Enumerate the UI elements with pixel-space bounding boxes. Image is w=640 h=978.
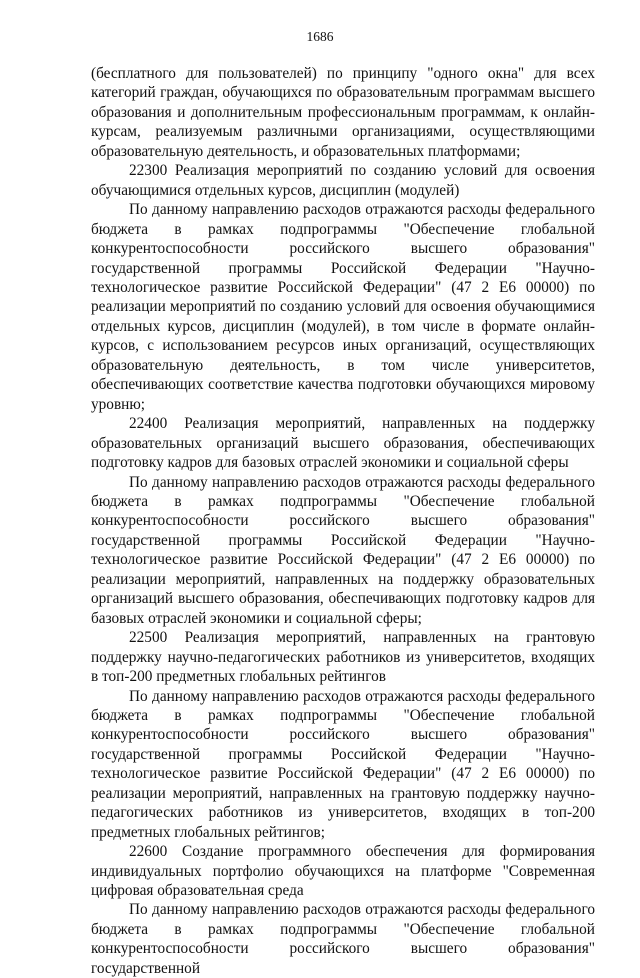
paragraph-heading-22400: 22400 Реализация мероприятий, направленных на поддержку образовательных организаций высшего образования, обеспечивающих подготовку кадров для базовых отраслей экономики и социальной сферы <box>91 415 595 472</box>
paragraph-continuation: (бесплатного для пользователей) по принципу "одного окна" для всех категорий граждан, обучающихся по образовательным программам высшего образования и дополнительным профессиональным программам, к онлайн-курсам, реализуемым различными организациями, осуществляющими образовательную деятельность, и образовательных платформами; <box>91 65 595 160</box>
paragraph-description-22300: По данному направлению расходов отражаются расходы федерального бюджета в рамках подпрограммы "Обеспечение глобальной конкурентоспособности российского высшего образования" государственной программы Российской Федерации "Научно-технологическое развитие Российской Федерации" (47 2 Е6 00000) по реализации мероприятий по созданию условий для освоения обучающимися отдельных курсов, дисциплин (модулей), в том числе в формате онлайн-курсов, с использованием ресурсов иных организаций, осуществляющих образовательную деятельность, в том числе университетов, обеспечивающих соответствие качества подготовки обучающихся мировому уровню; <box>91 201 595 413</box>
paragraph-description-22400: По данному направлению расходов отражаются расходы федерального бюджета в рамках подпрограммы "Обеспечение глобальной конкурентоспособности российского высшего образования" государственной программы Российской Федерации "Научно-технологическое развитие Российской Федерации" (47 2 Е6 00000) по реализации мероприятий, направленных на поддержку образовательных организаций высшего образования, обеспечивающих подготовку кадров для базовых отраслей экономики и социальной сферы; <box>91 473 595 627</box>
paragraph-heading-22500: 22500 Реализация мероприятий, направленных на грантовую поддержку научно-педагогических работников из университетов, входящих в топ-200 предметных глобальных рейтингов <box>91 629 595 686</box>
document-body <box>91 64 595 978</box>
paragraph-heading-22300: 22300 Реализация мероприятий по созданию условий для освоения обучающимися отдельных курсов, дисциплин (модулей) <box>91 162 595 199</box>
paragraph-heading-22600: 22600 Создание программного обеспечения для формирования индивидуальных портфолио обучающихся на платформе "Современная цифровая образовательная среда <box>91 843 595 900</box>
paragraph-description-22600: По данному направлению расходов отражаются расходы федерального бюджета в рамках подпрограммы "Обеспечение глобальной конкурентоспособности российского высшего образования" государственной <box>91 901 595 977</box>
paragraph-description-22500: По данному направлению расходов отражаются расходы федерального бюджета в рамках подпрограммы "Обеспечение глобальной конкурентоспособности российского высшего образования" государственной программы Российской Федерации "Научно-технологическое развитие Российской Федерации" (47 2 Е6 00000) по реализации мероприятий, направленных на грантовую поддержку научно-педагогических работников из университетов, входящих в топ-200 предметных глобальных рейтингов; <box>91 687 595 841</box>
page-number: 1686 <box>306 29 334 44</box>
